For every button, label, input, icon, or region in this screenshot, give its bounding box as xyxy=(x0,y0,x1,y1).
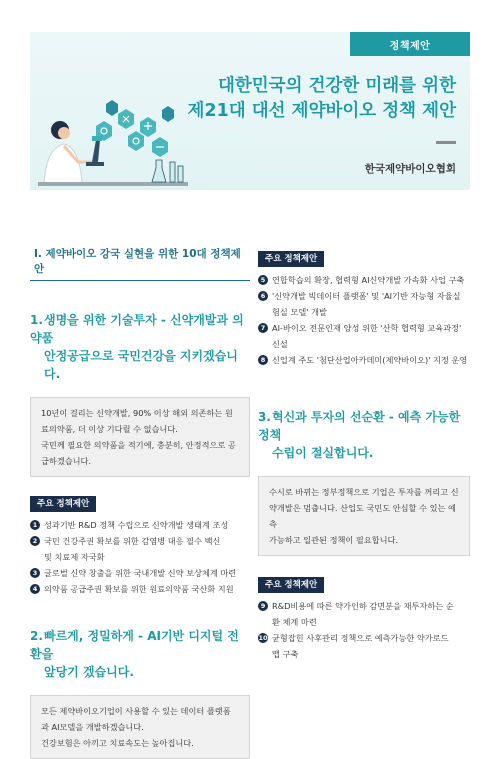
policy-text: '신약개발 빅데이터 플랫폼' 및 'AI기반 자능형 자율실 xyxy=(272,291,461,301)
item-3-summary-box xyxy=(258,476,470,556)
item-title-line: 앞당기 겠습니다. xyxy=(44,665,134,679)
item-number: 1. xyxy=(30,313,43,327)
section-heading: Ⅰ. 제약바이오 강국 실현을 위한 10대 정책제안 xyxy=(30,246,250,281)
summary-line: 료의약품, 더 이상 기다릴 수 없습니다. xyxy=(41,424,178,434)
policy-text: 성과기반 R&D 정책 수립으로 신약개발 생태계 조성 xyxy=(44,520,229,530)
policy-item xyxy=(258,598,470,630)
summary-line: 모든 제약바이오기업이 사용할 수 있는 데이터 플랫폼 xyxy=(41,706,231,716)
policy-list xyxy=(258,598,470,662)
title-line-2: 제21대 대선 제약바이오 정책 제안 xyxy=(187,101,456,121)
policy-number-badge: 5 xyxy=(258,275,268,285)
policy-item xyxy=(258,320,470,352)
summary-line: 과 AI모델을 개발하겠습니다. xyxy=(41,722,144,732)
summary-line: 건강보험은 아끼고 치료속도는 높아집니다. xyxy=(41,738,194,748)
policy-text: 연합학습의 확장, 협력형 AI신약개발 가속화 사업 구축 xyxy=(272,275,465,285)
summary-line: 가능하고 일관된 정책이 필요합니다. xyxy=(269,535,399,545)
policy-item xyxy=(30,517,250,533)
item-1-summary-box xyxy=(30,397,250,477)
summary-line: 국민께 필요한 의약품을 적기에, 충분히, 안정적으로 공 xyxy=(41,440,236,450)
policy-item xyxy=(258,288,470,320)
summary-line: 10년이 걸리는 신약개발, 90% 이상 해외 의존하는 원 xyxy=(41,408,233,418)
policy-item xyxy=(258,630,470,662)
summary-line: 급하겠습니다. xyxy=(41,456,92,466)
policy-text: R&D비용에 따른 약가인하 감면분을 재투자하는 순 xyxy=(272,601,454,611)
policy-item xyxy=(30,581,250,597)
item-2-summary-box xyxy=(30,695,250,759)
policy-text: 환 체계 마련 xyxy=(272,617,317,627)
policy-tag: 주요 정책제안 xyxy=(258,251,324,267)
policy-list xyxy=(258,272,470,368)
title-line-1: 대한민국의 건강한 미래를 위한 xyxy=(217,76,456,96)
item-2-title xyxy=(30,627,250,681)
title-divider xyxy=(436,141,456,144)
left-column xyxy=(30,246,250,759)
page-title xyxy=(188,74,457,124)
organization-name: 한국제약바이오협회 xyxy=(364,163,456,175)
policy-item xyxy=(30,565,250,581)
right-column xyxy=(258,246,470,662)
policy-text: 글로벌 신약 창출을 위한 국내개발 신약 보상체계 마련 xyxy=(44,568,237,578)
policy-text: AI-바이오 전문인재 양성 위한 '산학 협력형 교육과정' xyxy=(272,323,462,333)
policy-text: 신설 xyxy=(272,339,288,349)
policy-number-badge: 10 xyxy=(258,634,268,642)
item-title-line: 생명을 위한 기술투자 - 신약개발과 의약품 xyxy=(30,313,244,345)
item-title-line: 수립이 절실합니다. xyxy=(272,446,374,460)
policy-number-badge: 2 xyxy=(30,536,40,546)
policy-tag: 주요 정책제안 xyxy=(30,496,96,512)
policy-text: 균형잡힌 사후관리 정책으로 예측가능한 약가로드 xyxy=(272,633,449,643)
policy-text: 국민 건강주권 확보를 위한 감염병 대응 필수 백신 xyxy=(44,536,221,546)
policy-text: 의약품 공급주권 확보를 위한 원료의약품 국산화 지원 xyxy=(44,584,234,594)
policy-number-badge: 9 xyxy=(258,601,268,611)
policy-text: 신업계 주도 '첨단산업아카데미(제약바이오)' 지정 운영 xyxy=(272,355,468,365)
item-title-line: 안정공급으로 국민건강을 지키겠습니다. xyxy=(44,349,238,381)
policy-number-badge: 8 xyxy=(258,355,268,365)
policy-text: 맵 구축 xyxy=(272,649,299,659)
summary-line: 약개발은 멈춥니다. 산업도 국민도 안심할 수 있는 예측 xyxy=(269,503,456,529)
item-title-line: 혁신과 투자의 선순환 - 예측 가능한 정책 xyxy=(258,410,461,442)
scientist-illustration xyxy=(34,96,194,188)
category-badge: 정책제안 xyxy=(350,32,470,56)
policy-tag: 주요 정책제안 xyxy=(258,577,324,593)
policy-number-badge: 4 xyxy=(30,584,40,594)
policy-item xyxy=(258,272,470,288)
policy-number-badge: 6 xyxy=(258,291,268,301)
item-number: 3. xyxy=(258,410,271,424)
policy-text: 및 치료제 자국화 xyxy=(44,552,105,562)
policy-list xyxy=(30,517,250,597)
summary-line: 수시로 바뀌는 정부정책으로 기업은 투자를 꺼리고 신 xyxy=(269,487,459,497)
policy-item xyxy=(258,352,470,368)
policy-item xyxy=(30,533,250,565)
policy-number-badge: 3 xyxy=(30,568,40,578)
policy-number-badge: 7 xyxy=(258,323,268,333)
item-title-line: 빠르게, 정밀하게 - AI기반 디지털 전환을 xyxy=(30,629,239,661)
policy-text: 험실 모델' 개발 xyxy=(272,307,327,317)
item-number: 2. xyxy=(30,629,43,643)
item-3-title xyxy=(258,408,470,462)
policy-number-badge: 1 xyxy=(30,520,40,530)
item-1-title xyxy=(30,311,250,383)
